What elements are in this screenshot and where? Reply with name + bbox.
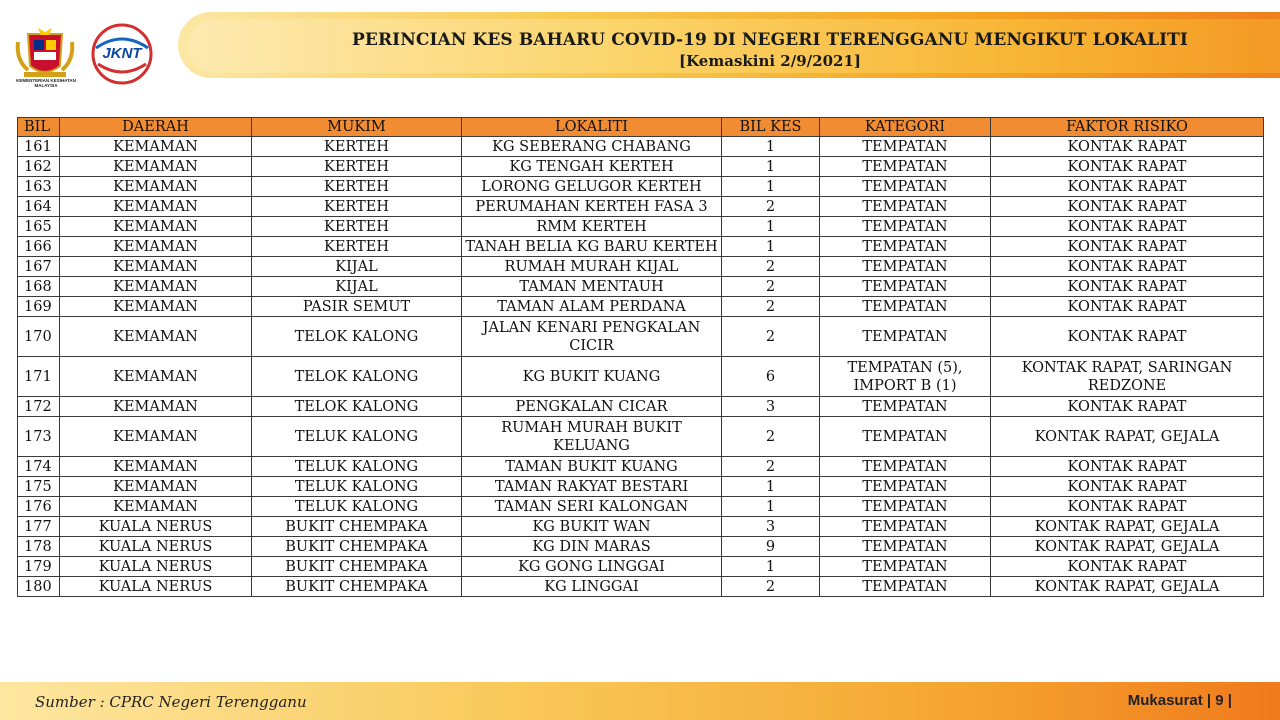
table-cell: 173 <box>18 417 60 457</box>
header-logos <box>12 20 162 90</box>
jknt-logo-text: JKNT <box>102 45 142 62</box>
table-cell: KEMAMAN <box>60 197 252 217</box>
table-cell: 168 <box>18 277 60 297</box>
column-header: BIL <box>18 118 60 137</box>
table-cell: KEMAMAN <box>60 297 252 317</box>
table-cell: 165 <box>18 217 60 237</box>
table-cell: KONTAK RAPAT <box>991 217 1264 237</box>
table-cell: KEMAMAN <box>60 237 252 257</box>
table-cell: TEMPATAN <box>820 417 991 457</box>
table-cell: TELUK KALONG <box>252 457 462 477</box>
table-cell: KONTAK RAPAT <box>991 277 1264 297</box>
table-cell: TELUK KALONG <box>252 497 462 517</box>
table-cell: 162 <box>18 157 60 177</box>
table-cell: KEMAMAN <box>60 457 252 477</box>
table-row <box>18 217 1264 237</box>
table-cell: BUKIT CHEMPAKA <box>252 577 462 597</box>
table-cell: TELUK KALONG <box>252 417 462 457</box>
table-cell: 6 <box>722 357 820 397</box>
table-cell: KERTEH <box>252 157 462 177</box>
table-row <box>18 257 1264 277</box>
table-row <box>18 577 1264 597</box>
table-cell: 171 <box>18 357 60 397</box>
table-cell: 174 <box>18 457 60 477</box>
table-cell: TEMPATAN <box>820 517 991 537</box>
table-cell: KONTAK RAPAT, SARINGAN REDZONE <box>991 357 1264 397</box>
table-cell: RUMAH MURAH BUKIT KELUANG <box>462 417 722 457</box>
table-row <box>18 157 1264 177</box>
table-cell: 1 <box>722 137 820 157</box>
table-cell: KERTEH <box>252 237 462 257</box>
table-cell: 179 <box>18 557 60 577</box>
table-body <box>18 137 1264 597</box>
table-cell: KEMAMAN <box>60 497 252 517</box>
column-header: BIL KES <box>722 118 820 137</box>
table-cell: TAMAN ALAM PERDANA <box>462 297 722 317</box>
table-cell: TELOK KALONG <box>252 397 462 417</box>
table-cell: KONTAK RAPAT <box>991 317 1264 357</box>
table-cell: JALAN KENARI PENGKALAN CICIR <box>462 317 722 357</box>
table-cell: KG TENGAH KERTEH <box>462 157 722 177</box>
table-cell: KONTAK RAPAT, GEJALA <box>991 537 1264 557</box>
table-cell: TEMPATAN <box>820 277 991 297</box>
table-cell: 2 <box>722 417 820 457</box>
table-cell: 1 <box>722 217 820 237</box>
table-cell: KEMAMAN <box>60 217 252 237</box>
table-cell: KONTAK RAPAT <box>991 457 1264 477</box>
table-cell: 9 <box>722 537 820 557</box>
column-header: KATEGORI <box>820 118 991 137</box>
table-cell: KONTAK RAPAT <box>991 477 1264 497</box>
table-cell: KONTAK RAPAT, GEJALA <box>991 517 1264 537</box>
table-cell: KONTAK RAPAT <box>991 157 1264 177</box>
table-cell: TEMPATAN <box>820 317 991 357</box>
page-number: Mukasurat | 9 | <box>1127 692 1232 709</box>
table-cell: KERTEH <box>252 137 462 157</box>
column-header: LOKALITI <box>462 118 722 137</box>
table-cell: TEMPATAN <box>820 537 991 557</box>
table-cell: 2 <box>722 297 820 317</box>
table-cell: KONTAK RAPAT <box>991 237 1264 257</box>
page-subtitle: [Kemaskini 2/9/2021] <box>679 52 861 70</box>
table-cell: 3 <box>722 397 820 417</box>
table-cell: 172 <box>18 397 60 417</box>
table-cell: TEMPATAN <box>820 237 991 257</box>
table-cell: KEMAMAN <box>60 277 252 297</box>
crest-caption: KEMENTERIAN KESIHATAN MALAYSIA <box>16 78 76 88</box>
table-cell: KONTAK RAPAT <box>991 197 1264 217</box>
table-row <box>18 317 1264 357</box>
column-header: FAKTOR RISIKO <box>991 118 1264 137</box>
table-cell: TEMPATAN <box>820 397 991 417</box>
table-cell: TAMAN BUKIT KUANG <box>462 457 722 477</box>
table-cell: BUKIT CHEMPAKA <box>252 557 462 577</box>
table-cell: TEMPATAN <box>820 137 991 157</box>
table-cell: KONTAK RAPAT <box>991 557 1264 577</box>
cases-table <box>17 117 1264 597</box>
table-cell: KERTEH <box>252 197 462 217</box>
table-cell: TAMAN RAKYAT BESTARI <box>462 477 722 497</box>
table-cell: KEMAMAN <box>60 397 252 417</box>
table-cell: KEMAMAN <box>60 137 252 157</box>
table-cell: KUALA NERUS <box>60 517 252 537</box>
table-row <box>18 557 1264 577</box>
table-cell: 161 <box>18 137 60 157</box>
table-cell: 178 <box>18 537 60 557</box>
table-cell: TELUK KALONG <box>252 477 462 497</box>
table-cell: KG BUKIT WAN <box>462 517 722 537</box>
table-cell: TANAH BELIA KG BARU KERTEH <box>462 237 722 257</box>
table-row <box>18 537 1264 557</box>
table-cell: KONTAK RAPAT <box>991 257 1264 277</box>
table-cell: 1 <box>722 497 820 517</box>
table-cell: KERTEH <box>252 217 462 237</box>
table-cell: RUMAH MURAH KIJAL <box>462 257 722 277</box>
table-cell: KEMAMAN <box>60 417 252 457</box>
table-cell: KUALA NERUS <box>60 537 252 557</box>
table-row <box>18 277 1264 297</box>
table-cell: KEMAMAN <box>60 157 252 177</box>
table-cell: 1 <box>722 557 820 577</box>
table-cell: 166 <box>18 237 60 257</box>
table-cell: KONTAK RAPAT <box>991 137 1264 157</box>
table-cell: 1 <box>722 177 820 197</box>
table-cell: KEMAMAN <box>60 317 252 357</box>
table-row <box>18 197 1264 217</box>
table-cell: KG DIN MARAS <box>462 537 722 557</box>
table-cell: TEMPATAN <box>820 157 991 177</box>
table-cell: 163 <box>18 177 60 197</box>
table-cell: TEMPATAN (5), IMPORT B (1) <box>820 357 991 397</box>
table-cell: TELOK KALONG <box>252 357 462 397</box>
table-row <box>18 237 1264 257</box>
table-row <box>18 297 1264 317</box>
table-cell: 1 <box>722 157 820 177</box>
table-cell: RMM KERTEH <box>462 217 722 237</box>
table-cell: PENGKALAN CICAR <box>462 397 722 417</box>
page-title: PERINCIAN KES BAHARU COVID-19 DI NEGERI TERENGGANU MENGIKUT LOKALITI <box>352 30 1188 50</box>
table-cell: KUALA NERUS <box>60 577 252 597</box>
table-cell: KG GONG LINGGAI <box>462 557 722 577</box>
table-cell: KG LINGGAI <box>462 577 722 597</box>
column-header: MUKIM <box>252 118 462 137</box>
table-cell: 176 <box>18 497 60 517</box>
jknt-logo-icon <box>86 22 158 86</box>
table-cell: 175 <box>18 477 60 497</box>
table-row <box>18 497 1264 517</box>
table-cell: KONTAK RAPAT <box>991 297 1264 317</box>
table-cell: TEMPATAN <box>820 177 991 197</box>
table-cell: 167 <box>18 257 60 277</box>
table-cell: TAMAN SERI KALONGAN <box>462 497 722 517</box>
table-cell: KONTAK RAPAT <box>991 177 1264 197</box>
column-header: DAERAH <box>60 118 252 137</box>
table-cell: 2 <box>722 277 820 297</box>
table-cell: 1 <box>722 237 820 257</box>
source-note: Sumber : CPRC Negeri Terengganu <box>35 693 307 711</box>
table-cell: 3 <box>722 517 820 537</box>
table-cell: KERTEH <box>252 177 462 197</box>
table-cell: KUALA NERUS <box>60 557 252 577</box>
table-cell: TEMPATAN <box>820 217 991 237</box>
table-row <box>18 177 1264 197</box>
table-cell: TELOK KALONG <box>252 317 462 357</box>
table-cell: TEMPATAN <box>820 477 991 497</box>
table-cell: KEMAMAN <box>60 477 252 497</box>
table-cell: KEMAMAN <box>60 257 252 277</box>
table-cell: KONTAK RAPAT <box>991 497 1264 517</box>
table-cell: 2 <box>722 577 820 597</box>
table-row <box>18 457 1264 477</box>
table-cell: PASIR SEMUT <box>252 297 462 317</box>
table-cell: KIJAL <box>252 277 462 297</box>
table-cell: 164 <box>18 197 60 217</box>
table-cell: BUKIT CHEMPAKA <box>252 517 462 537</box>
table-cell: KONTAK RAPAT, GEJALA <box>991 417 1264 457</box>
table-cell: TEMPATAN <box>820 297 991 317</box>
table-cell: TEMPATAN <box>820 197 991 217</box>
table-cell: KEMAMAN <box>60 177 252 197</box>
table-cell: TAMAN MENTAUH <box>462 277 722 297</box>
table-cell: PERUMAHAN KERTEH FASA 3 <box>462 197 722 217</box>
table-row <box>18 517 1264 537</box>
table-cell: TEMPATAN <box>820 577 991 597</box>
table-cell: 177 <box>18 517 60 537</box>
table-row <box>18 417 1264 457</box>
table-cell: 180 <box>18 577 60 597</box>
table-cell: KG SEBERANG CHABANG <box>462 137 722 157</box>
table-cell: LORONG GELUGOR KERTEH <box>462 177 722 197</box>
table-cell: 2 <box>722 257 820 277</box>
table-cell: BUKIT CHEMPAKA <box>252 537 462 557</box>
table-header-row <box>18 118 1264 137</box>
table-cell: KONTAK RAPAT <box>991 397 1264 417</box>
table-cell: TEMPATAN <box>820 557 991 577</box>
table-cell: KG BUKIT KUANG <box>462 357 722 397</box>
table-cell: TEMPATAN <box>820 497 991 517</box>
table-cell: 169 <box>18 297 60 317</box>
table-cell: KEMAMAN <box>60 357 252 397</box>
table-cell: TEMPATAN <box>820 457 991 477</box>
table-cell: 2 <box>722 457 820 477</box>
table-cell: KIJAL <box>252 257 462 277</box>
table-cell: 2 <box>722 317 820 357</box>
table-row <box>18 477 1264 497</box>
table-row <box>18 357 1264 397</box>
table-row <box>18 397 1264 417</box>
table-cell: TEMPATAN <box>820 257 991 277</box>
table-row <box>18 137 1264 157</box>
table-cell: 1 <box>722 477 820 497</box>
table-cell: KONTAK RAPAT, GEJALA <box>991 577 1264 597</box>
table-cell: 170 <box>18 317 60 357</box>
table-cell: 2 <box>722 197 820 217</box>
